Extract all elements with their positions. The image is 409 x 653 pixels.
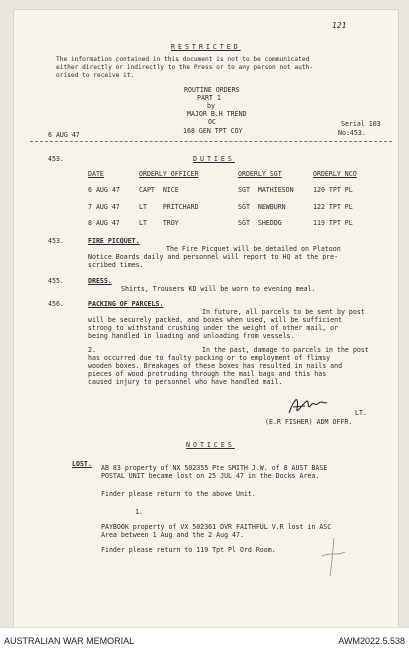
notices-title: NOTICES	[186, 441, 235, 449]
warning-line-2: either directly or indirectly to the Press or to any person not auth-	[56, 64, 314, 71]
signoff-rank: LT.	[355, 409, 367, 417]
duties-col-sgt: ORDERLY SGT	[238, 170, 282, 178]
header-by: by	[207, 102, 215, 110]
notice-2-num: 1.	[135, 508, 143, 516]
header-part: PART 1	[197, 94, 221, 102]
notice-1-line-2: POSTAL UNIT became lost on 25 JUL 47 in the Docks Area.	[101, 472, 320, 480]
duties-num: 453.	[48, 155, 64, 163]
header-major: MAJOR B.H TREND	[187, 110, 247, 118]
duties-title: DUTIES	[193, 155, 235, 163]
parcels-p1-line-1: In future, all parcels to be sent by post	[202, 308, 365, 316]
lost-label: LOST.	[72, 460, 92, 468]
duty-row-3-date: 8 AUG 47	[88, 219, 120, 227]
duties-col-officer: ORDERLY OFFICER	[139, 170, 199, 178]
notice-1-line-1: AB 83 property of NX 502355 Pte SMITH J.W. of 8 AUST BASE	[101, 464, 328, 472]
notice-2-line-1: PAYBOOK property of VX 502361 DVR FAITHFUL V.R lost in ASC	[101, 523, 332, 531]
parcels-p1-line-2: will be securely packed, and boxes when used, will be sufficient	[88, 316, 343, 324]
fire-line-3: scribed times.	[88, 261, 144, 269]
duty-row-3-officer: LT TROY	[139, 219, 179, 227]
order-date: 6 AUG 47	[48, 131, 80, 139]
page-number: 121	[332, 21, 347, 30]
divider-top	[30, 141, 392, 142]
order-number: No:453.	[338, 129, 366, 137]
duty-row-1-date: 6 AUG 47	[88, 186, 120, 194]
parcels-num: 456.	[48, 300, 64, 308]
warning-line-3: orised to receive it.	[56, 72, 135, 79]
parcels-p2-line-2: has occurred due to faulty packing or to employment of flimsy	[88, 354, 331, 362]
parcels-p2-num: 2.	[88, 346, 96, 354]
warning-line-1: The information contained in this document is not to be communicated	[56, 56, 310, 63]
parcels-p1-line-3: strong to withstand crushing under the weight of other mail, or	[88, 324, 339, 332]
duty-row-1-officer: CAPT NICE	[139, 186, 179, 194]
parcels-p2-line-1: In the past, damage to parcels in the post	[202, 346, 369, 354]
header-unit: 168 GEN TPT COY	[183, 127, 243, 135]
parcels-title: PACKING OF PARCELS.	[88, 300, 164, 308]
duty-row-3-sgt: SGT SHEDDG	[238, 219, 282, 227]
parcels-p2-line-4: pieces of wood protruding through the mail bags and this has	[88, 370, 327, 378]
duty-row-2-officer: LT PRITCHARD	[139, 203, 199, 211]
dress-line: Shirts, Trousers KD will be worn to evening meal.	[121, 285, 316, 293]
serial-number: Serial 103	[341, 120, 381, 128]
dress-num: 455.	[48, 277, 64, 285]
parcels-p2-line-3: wooden boxes. Breakages of these boxes has resulted in nails and	[88, 362, 343, 370]
duty-row-1-sgt: SGT MATHIESON	[238, 186, 294, 194]
duty-row-2-sgt: SGT NEWBURN	[238, 203, 286, 211]
fire-line-2: Notice Boards daily and personnel will report to HQ at the pre-	[88, 253, 339, 261]
footer-accession: AWM2022.5.538	[338, 636, 405, 646]
header-routine-orders: ROUTINE ORDERS	[184, 86, 240, 94]
pencil-mark-image	[318, 536, 348, 578]
dress-title: DRESS.	[88, 277, 112, 285]
duty-row-2-nco: 122 TPT PL	[313, 203, 353, 211]
fire-title: FIRE PICQUET.	[88, 237, 140, 245]
duties-col-date: DATE	[88, 170, 104, 178]
fire-line-1: The Fire Picquet will be detailed on Platoon	[166, 245, 341, 253]
parcels-p2-line-5: caused injury to personnel who have handled mail.	[88, 378, 283, 386]
footer-bar	[0, 627, 409, 653]
signoff-name: (E.R FISHER) ADM OFFR.	[265, 418, 353, 426]
duties-col-nco: ORDERLY NCO	[313, 170, 357, 178]
signature-image	[285, 393, 330, 419]
restricted-heading: RESTRICTED	[171, 43, 241, 51]
duty-row-2-date: 7 AUG 47	[88, 203, 120, 211]
duty-row-1-nco: 120 TPT PL	[313, 186, 353, 194]
parcels-p1-line-4: being handled in loading and unloading from vessels.	[88, 332, 295, 340]
header-oc: OC	[208, 118, 216, 126]
notice-2-line-2: Area between 1 Aug and the 2 Aug 47.	[101, 531, 244, 539]
footer-source: AUSTRALIAN WAR MEMORIAL	[4, 636, 135, 646]
notice-1-finder: Finder please return to the above Unit.	[101, 490, 256, 498]
fire-num: 453.	[48, 237, 64, 245]
duty-row-3-nco: 119 TPT PL	[313, 219, 353, 227]
notice-2-finder: Finder please return to 119 Tpt Pl Ord Room.	[101, 546, 276, 554]
